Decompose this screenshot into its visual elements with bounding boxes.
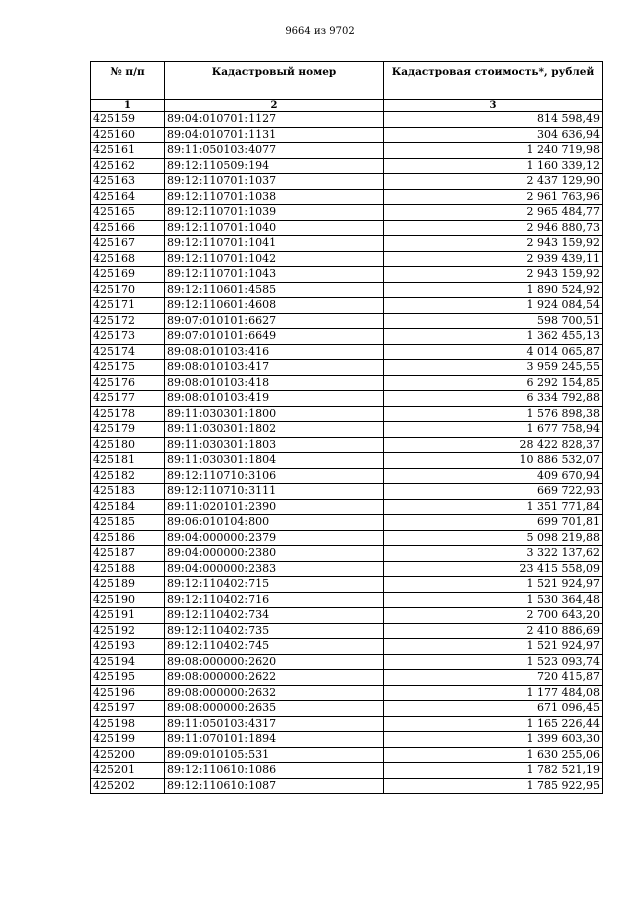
cadastral-number-cell: 89:11:030301:1804	[165, 453, 384, 469]
row-number-cell: 425189	[91, 577, 165, 593]
cadastral-number-cell: 89:09:010105:531	[165, 747, 384, 763]
cadastral-number-cell: 89:08:000000:2620	[165, 654, 384, 670]
cadastral-value-cell: 409 670,94	[384, 468, 603, 484]
cadastral-number-cell: 89:12:110402:716	[165, 592, 384, 608]
table-row	[91, 763, 603, 779]
cadastral-value-cell: 1 890 524,92	[384, 282, 603, 298]
table-row	[91, 732, 603, 748]
cadastral-value-cell: 1 165 226,44	[384, 716, 603, 732]
table-row	[91, 515, 603, 531]
row-number-cell: 425188	[91, 561, 165, 577]
row-number-cell: 425198	[91, 716, 165, 732]
cadastral-number-cell: 89:12:110701:1037	[165, 174, 384, 190]
cadastral-number-cell: 89:04:000000:2383	[165, 561, 384, 577]
row-number-cell: 425200	[91, 747, 165, 763]
cadastral-value-cell: 1 240 719,98	[384, 143, 603, 159]
cadastral-value-cell: 2 943 159,92	[384, 236, 603, 252]
row-number-cell: 425182	[91, 468, 165, 484]
cadastral-value-cell: 23 415 558,09	[384, 561, 603, 577]
column-number: 2	[165, 100, 384, 112]
table-row	[91, 716, 603, 732]
cadastral-number-cell: 89:08:010103:416	[165, 344, 384, 360]
cadastral-value-cell: 2 965 484,77	[384, 205, 603, 221]
row-number-cell: 425179	[91, 422, 165, 438]
table-row	[91, 654, 603, 670]
table-row	[91, 220, 603, 236]
row-number-cell: 425173	[91, 329, 165, 345]
cadastral-number-cell: 89:07:010101:6627	[165, 313, 384, 329]
table-row	[91, 391, 603, 407]
row-number-cell: 425167	[91, 236, 165, 252]
cadastral-value-cell: 2 939 439,11	[384, 251, 603, 267]
table-row	[91, 453, 603, 469]
table-row	[91, 623, 603, 639]
table-row	[91, 608, 603, 624]
row-number-cell: 425165	[91, 205, 165, 221]
row-number-cell: 425161	[91, 143, 165, 159]
cadastral-number-cell: 89:04:010701:1127	[165, 112, 384, 128]
cadastral-number-cell: 89:12:110402:735	[165, 623, 384, 639]
cadastral-value-cell: 304 636,94	[384, 127, 603, 143]
cadastral-number-cell: 89:12:110701:1039	[165, 205, 384, 221]
cadastral-value-cell: 1 177 484,08	[384, 685, 603, 701]
table-row	[91, 577, 603, 593]
cadastral-number-cell: 89:12:110701:1042	[165, 251, 384, 267]
cadastral-number-cell: 89:12:110402:745	[165, 639, 384, 655]
cadastral-number-cell: 89:11:030301:1802	[165, 422, 384, 438]
cadastral-value-cell: 1 521 924,97	[384, 577, 603, 593]
table-row	[91, 561, 603, 577]
table-row	[91, 778, 603, 794]
cadastral-number-cell: 89:07:010101:6649	[165, 329, 384, 345]
row-number-cell: 425192	[91, 623, 165, 639]
cadastral-value-cell: 1 362 455,13	[384, 329, 603, 345]
page-number: 9664 из 9702	[285, 26, 355, 37]
table-row	[91, 639, 603, 655]
row-number-cell: 425183	[91, 484, 165, 500]
row-number-cell: 425202	[91, 778, 165, 794]
cadastral-number-cell: 89:08:000000:2635	[165, 701, 384, 717]
row-number-cell: 425195	[91, 670, 165, 686]
cadastral-value-cell: 1 924 084,54	[384, 298, 603, 314]
cadastral-value-cell: 598 700,51	[384, 313, 603, 329]
row-number-cell: 425201	[91, 763, 165, 779]
table-row	[91, 112, 603, 128]
cadastral-number-cell: 89:12:110402:715	[165, 577, 384, 593]
cadastral-value-cell: 1 677 758,94	[384, 422, 603, 438]
row-number-cell: 425176	[91, 375, 165, 391]
row-number-cell: 425169	[91, 267, 165, 283]
cadastral-value-cell: 669 722,93	[384, 484, 603, 500]
row-number-cell: 425177	[91, 391, 165, 407]
row-number-cell: 425160	[91, 127, 165, 143]
table-row	[91, 282, 603, 298]
cadastral-number-cell: 89:04:000000:2380	[165, 546, 384, 562]
cadastral-number-cell: 89:11:050103:4317	[165, 716, 384, 732]
row-number-cell: 425174	[91, 344, 165, 360]
row-number-cell: 425178	[91, 406, 165, 422]
cadastral-value-cell: 28 422 828,37	[384, 437, 603, 453]
table-row	[91, 127, 603, 143]
row-number-cell: 425172	[91, 313, 165, 329]
cadastral-number-cell: 89:11:030301:1800	[165, 406, 384, 422]
row-number-cell: 425194	[91, 654, 165, 670]
row-number-cell: 425166	[91, 220, 165, 236]
cadastral-number-cell: 89:11:070101:1894	[165, 732, 384, 748]
row-number-cell: 425162	[91, 158, 165, 174]
cadastral-value-cell: 3 959 245,55	[384, 360, 603, 376]
cadastral-value-cell: 2 700 643,20	[384, 608, 603, 624]
table-row	[91, 747, 603, 763]
table-header-row	[91, 62, 603, 100]
column-number-row	[91, 100, 603, 112]
table-row	[91, 406, 603, 422]
row-number-cell: 425163	[91, 174, 165, 190]
row-number-cell: 425191	[91, 608, 165, 624]
cadastral-value-table	[90, 61, 603, 794]
cadastral-value-cell: 720 415,87	[384, 670, 603, 686]
cadastral-value-cell: 1 521 924,97	[384, 639, 603, 655]
row-number-cell: 425170	[91, 282, 165, 298]
cadastral-number-cell: 89:12:110710:3106	[165, 468, 384, 484]
header-cadastral-value: Кадастровая стоимость*, рублей	[384, 62, 603, 100]
table-row	[91, 484, 603, 500]
table-row	[91, 189, 603, 205]
cadastral-value-cell: 1 576 898,38	[384, 406, 603, 422]
cadastral-number-cell: 89:08:000000:2622	[165, 670, 384, 686]
row-number-cell: 425199	[91, 732, 165, 748]
table-row	[91, 236, 603, 252]
table-row	[91, 344, 603, 360]
row-number-cell: 425197	[91, 701, 165, 717]
cadastral-value-cell: 1 351 771,84	[384, 499, 603, 515]
cadastral-number-cell: 89:11:020101:2390	[165, 499, 384, 515]
cadastral-value-cell: 1 785 922,95	[384, 778, 603, 794]
table-row	[91, 546, 603, 562]
table-row	[91, 143, 603, 159]
table-row	[91, 158, 603, 174]
table-row	[91, 468, 603, 484]
table-row	[91, 530, 603, 546]
cadastral-value-cell: 671 096,45	[384, 701, 603, 717]
table-row	[91, 298, 603, 314]
cadastral-value-cell: 4 014 065,87	[384, 344, 603, 360]
cadastral-value-cell: 1 782 521,19	[384, 763, 603, 779]
cadastral-value-cell: 6 292 154,85	[384, 375, 603, 391]
cadastral-value-cell: 2 437 129,90	[384, 174, 603, 190]
cadastral-number-cell: 89:12:110610:1087	[165, 778, 384, 794]
cadastral-number-cell: 89:06:010104:800	[165, 515, 384, 531]
cadastral-number-cell: 89:12:110610:1086	[165, 763, 384, 779]
table-row	[91, 685, 603, 701]
cadastral-value-cell: 1 630 255,06	[384, 747, 603, 763]
cadastral-value-cell: 814 598,49	[384, 112, 603, 128]
table-row	[91, 670, 603, 686]
cadastral-number-cell: 89:12:110701:1043	[165, 267, 384, 283]
cadastral-value-cell: 1 523 093,74	[384, 654, 603, 670]
cadastral-value-cell: 2 961 763,96	[384, 189, 603, 205]
cadastral-value-cell: 2 946 880,73	[384, 220, 603, 236]
cadastral-number-cell: 89:12:110701:1038	[165, 189, 384, 205]
cadastral-number-cell: 89:08:000000:2632	[165, 685, 384, 701]
table-row	[91, 437, 603, 453]
cadastral-value-cell: 2 943 159,92	[384, 267, 603, 283]
cadastral-value-cell: 3 322 137,62	[384, 546, 603, 562]
row-number-cell: 425184	[91, 499, 165, 515]
table-row	[91, 422, 603, 438]
cadastral-value-cell: 5 098 219,88	[384, 530, 603, 546]
header-row-number: № п/п	[91, 62, 165, 100]
table-row	[91, 375, 603, 391]
cadastral-number-cell: 89:08:010103:417	[165, 360, 384, 376]
column-number: 3	[384, 100, 603, 112]
cadastral-number-cell: 89:12:110509:194	[165, 158, 384, 174]
table-row	[91, 174, 603, 190]
row-number-cell: 425190	[91, 592, 165, 608]
table-row	[91, 205, 603, 221]
cadastral-number-cell: 89:08:010103:419	[165, 391, 384, 407]
row-number-cell: 425186	[91, 530, 165, 546]
table-row	[91, 592, 603, 608]
table-row	[91, 267, 603, 283]
column-number: 1	[91, 100, 165, 112]
cadastral-number-cell: 89:12:110402:734	[165, 608, 384, 624]
row-number-cell: 425180	[91, 437, 165, 453]
row-number-cell: 425187	[91, 546, 165, 562]
row-number-cell: 425196	[91, 685, 165, 701]
cadastral-number-cell: 89:12:110601:4585	[165, 282, 384, 298]
table-row	[91, 701, 603, 717]
row-number-cell: 425181	[91, 453, 165, 469]
table-body	[91, 112, 603, 794]
cadastral-number-cell: 89:08:010103:418	[165, 375, 384, 391]
cadastral-number-cell: 89:11:050103:4077	[165, 143, 384, 159]
table-row	[91, 313, 603, 329]
cadastral-value-cell: 1 530 364,48	[384, 592, 603, 608]
table-row	[91, 251, 603, 267]
row-number-cell: 425175	[91, 360, 165, 376]
table-row	[91, 360, 603, 376]
row-number-cell: 425159	[91, 112, 165, 128]
table-row	[91, 499, 603, 515]
cadastral-number-cell: 89:12:110710:3111	[165, 484, 384, 500]
row-number-cell: 425185	[91, 515, 165, 531]
header-cadastral-number: Кадастровый номер	[165, 62, 384, 100]
row-number-cell: 425164	[91, 189, 165, 205]
cadastral-value-cell: 1 399 603,30	[384, 732, 603, 748]
cadastral-number-cell: 89:04:010701:1131	[165, 127, 384, 143]
cadastral-number-cell: 89:11:030301:1803	[165, 437, 384, 453]
cadastral-value-cell: 6 334 792,88	[384, 391, 603, 407]
cadastral-number-cell: 89:04:000000:2379	[165, 530, 384, 546]
row-number-cell: 425168	[91, 251, 165, 267]
row-number-cell: 425193	[91, 639, 165, 655]
row-number-cell: 425171	[91, 298, 165, 314]
cadastral-value-cell: 699 701,81	[384, 515, 603, 531]
cadastral-number-cell: 89:12:110701:1040	[165, 220, 384, 236]
cadastral-value-cell: 1 160 339,12	[384, 158, 603, 174]
cadastral-value-cell: 2 410 886,69	[384, 623, 603, 639]
cadastral-number-cell: 89:12:110601:4608	[165, 298, 384, 314]
cadastral-value-cell: 10 886 532,07	[384, 453, 603, 469]
table-row	[91, 329, 603, 345]
cadastral-number-cell: 89:12:110701:1041	[165, 236, 384, 252]
